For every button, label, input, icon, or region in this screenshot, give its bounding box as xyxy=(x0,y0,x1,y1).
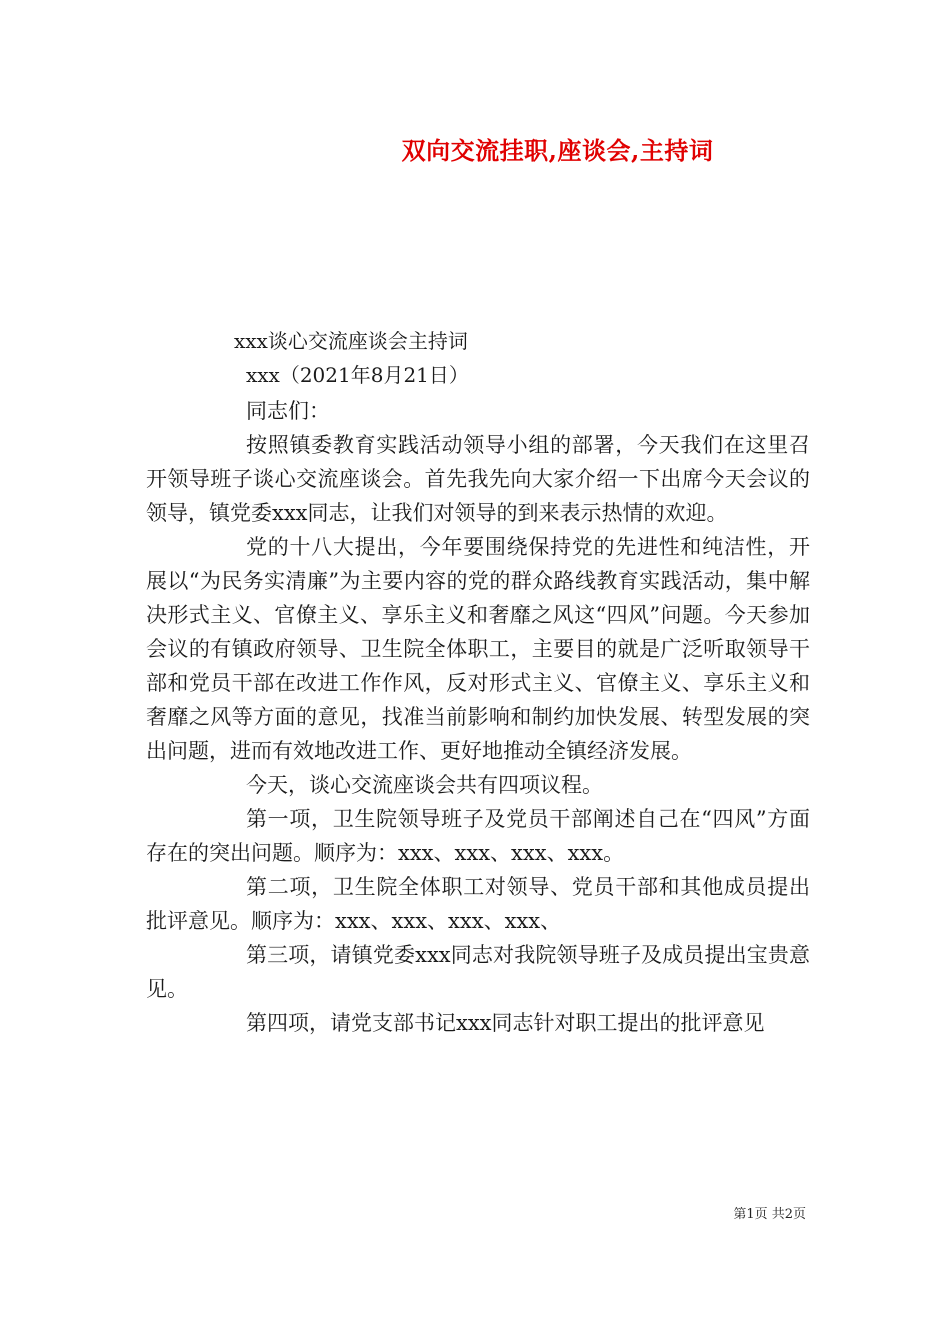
document-body xyxy=(146,394,810,1040)
agenda-item-3: 第三项，请镇党委xxx同志对我院领导班子及成员提出宝贵意见。 xyxy=(146,943,810,1001)
agenda-item-2: 第二项，卫生院全体职工对领导、党员干部和其他成员提出批评意见。顺序为：xxx、xxx、xxx、xxx、 xyxy=(146,875,810,933)
speech-subtitle: xxx谈心交流座谈会主持词 xyxy=(234,329,468,353)
body-paragraph: 党的十八大提出，今年要围绕保持党的先进性和纯洁性，开展以“为民务实清廉”为主要内容的党的群众路线教育实践活动，集中解决形式主义、官僚主义、享乐主义和奢靡之风这“四风”问题。今天参加会议的有镇政府领导、卫生院全体职工，主要目的就是广泛听取领导干部和党员干部在改进工作作风，反对形式主义、官僚主义、享乐主义和奢靡之风等方面的意见，找准当前影响和制约加快发展、转型发展的突出问题，进而有效地改进工作、更好地推动全镇经济发展。 xyxy=(146,535,810,763)
page-number-footer: 第1页 共2页 xyxy=(733,1207,806,1222)
body-paragraph: 今天，谈心交流座谈会共有四项议程。 xyxy=(246,773,603,797)
body-paragraph: 按照镇委教育实践活动领导小组的部署，今天我们在这里召开领导班子谈心交流座谈会。首先我先向大家介绍一下出席今天会议的领导，镇党委xxx同志，让我们对领导的到来表示热情的欢迎。 xyxy=(146,433,810,525)
document-title: 双向交流挂职,座谈会,主持词 xyxy=(401,136,714,165)
agenda-item-1: 第一项，卫生院领导班子及党员干部阐述自己在“四风”方面存在的突出问题。顺序为：xxx、xxx、xxx、xxx。 xyxy=(146,807,810,865)
author-date-line: xxx（2021年8月21日） xyxy=(246,363,469,387)
agenda-item-4: 第四项，请党支部书记xxx同志针对职工提出的批评意见 xyxy=(246,1011,765,1035)
salutation-paragraph: 同志们： xyxy=(246,399,330,423)
